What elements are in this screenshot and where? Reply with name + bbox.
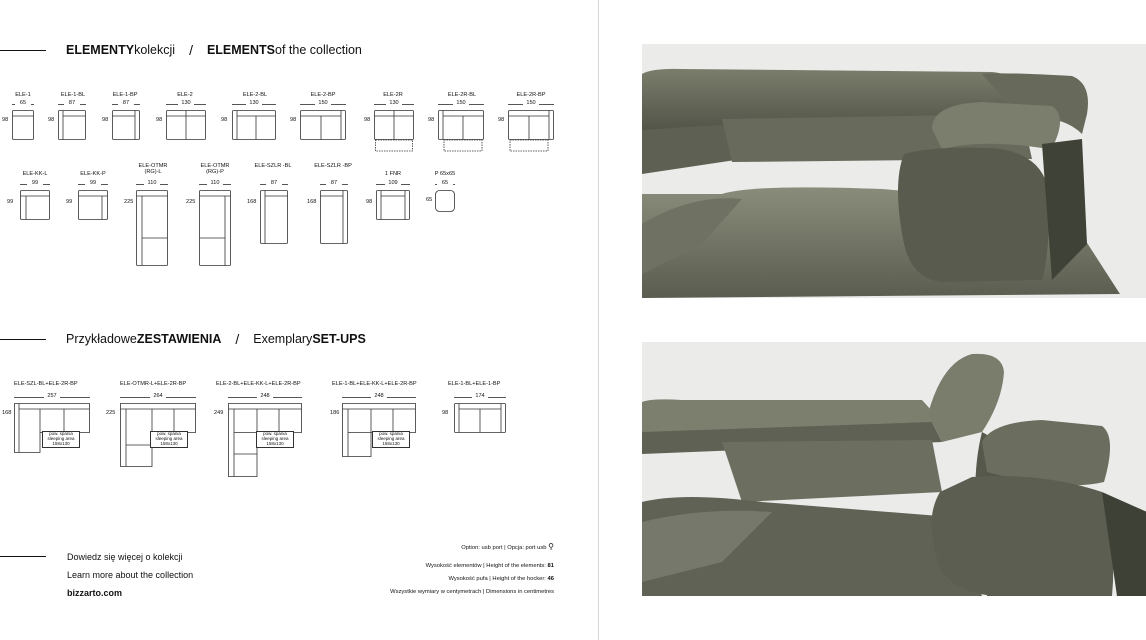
element-width: 99 <box>20 180 50 186</box>
element-height: 98 <box>2 117 9 123</box>
element-height: 98 <box>428 117 435 123</box>
element-diagram <box>136 190 168 266</box>
setup-label: ELE-1-BL+ELE-1-BP <box>448 381 501 387</box>
element-width: 110 <box>199 180 231 186</box>
page-divider <box>598 0 599 640</box>
element-height: 65 <box>426 197 433 203</box>
setup-height: 168 <box>2 410 12 416</box>
setup-diagram <box>454 403 506 433</box>
heading-en-bold: ELEMENTS <box>206 43 276 57</box>
sofa-image-headrest <box>642 342 1146 596</box>
element-width: 109 <box>376 180 410 186</box>
element-height: 98 <box>290 117 297 123</box>
element-diagram <box>374 110 414 152</box>
element-label: ELE-SZLR -BL <box>254 163 292 169</box>
element-label: P 65x65 <box>434 171 456 177</box>
sleeping-area-note: pow. spania sleeping area 158x130 <box>150 431 188 448</box>
height-note <box>426 563 554 569</box>
heading-pl-pre: Przykładowe <box>66 332 137 346</box>
setup-width: 248 <box>342 393 416 399</box>
element-height: 98 <box>221 117 228 123</box>
element-label: ELE-OTMR (RG)-L <box>138 163 168 176</box>
element-width: 130 <box>232 100 276 106</box>
element-width: 65 <box>12 100 34 106</box>
website-link[interactable]: bizzarto.com <box>67 588 123 598</box>
sleeping-area-note: pow. spania sleeping area 158x130 <box>372 431 410 448</box>
heading-pl-bold: ZESTAWIENIA <box>136 332 222 346</box>
element-label: ELE-2-BL <box>242 92 268 98</box>
setup-height: 225 <box>106 410 116 416</box>
element-width: 87 <box>260 180 288 186</box>
pouf-value: 46 <box>547 576 554 582</box>
element-diagram <box>260 190 288 244</box>
height-value: 81 <box>547 563 554 569</box>
element-diagram <box>232 110 276 140</box>
element-label: ELE-KK-P <box>80 171 106 177</box>
heading-en-bold: SET-UPS <box>312 332 366 346</box>
element-diagram <box>438 110 484 152</box>
element-label: ELE-2R <box>383 92 403 98</box>
pouf-label: Wysokość pufa | Height of the hocker: <box>448 576 546 582</box>
element-height: 98 <box>156 117 163 123</box>
info-more-pl: Dowiedz się więcej o kolekcji <box>67 552 183 562</box>
usb-icon: ⚲ <box>548 542 554 551</box>
element-width: 150 <box>300 100 346 106</box>
element-diagram <box>376 190 410 220</box>
element-diagram <box>435 190 455 212</box>
element-height: 98 <box>102 117 109 123</box>
setup-height: 186 <box>330 410 340 416</box>
pouf-height-note <box>448 576 554 582</box>
info-rule-wrap <box>0 556 66 557</box>
info-more-en: Learn more about the collection <box>67 570 194 580</box>
setup-width: 174 <box>454 393 506 399</box>
element-width: 150 <box>438 100 484 106</box>
setup-height: 98 <box>442 410 449 416</box>
element-label: ELE-2 <box>177 92 193 98</box>
heading-pl-bold: ELEMENTY <box>66 43 135 57</box>
element-height: 98 <box>498 117 505 123</box>
element-height: 98 <box>48 117 55 123</box>
element-width: 99 <box>78 180 108 186</box>
setup-width: 248 <box>228 393 302 399</box>
element-height: 168 <box>307 199 317 205</box>
element-height: 225 <box>186 199 196 205</box>
setup-height: 249 <box>214 410 224 416</box>
element-diagram <box>508 110 554 152</box>
setup-width: 257 <box>14 393 90 399</box>
element-diagram <box>12 110 34 140</box>
sleeping-area-note: pow. spania sleeping area 158x130 <box>256 431 294 448</box>
heading-pl-rest: kolekcji <box>134 43 176 57</box>
element-width: 87 <box>112 100 140 106</box>
element-diagram <box>320 190 348 244</box>
element-diagram <box>166 110 206 140</box>
element-width: 87 <box>320 180 348 186</box>
height-label: Wysokość elementów | Height of the elements: <box>425 563 546 569</box>
info-rule <box>0 556 46 557</box>
setup-label: ELE-OTMR-L+ELE-2R-BP <box>120 381 187 387</box>
element-diagram <box>58 110 86 140</box>
heading-separator: / <box>235 331 240 347</box>
element-diagram <box>300 110 346 140</box>
dimensions-note: Wszystkie wymiary w centymetrach | Dimensions in centimetres <box>390 589 554 595</box>
setups-heading <box>0 331 366 347</box>
element-label: ELE-OTMR (RG)-P <box>200 163 230 176</box>
sofa-photo-bottom <box>642 342 1146 596</box>
element-diagram <box>199 190 231 266</box>
element-label: ELE-SZLR -BP <box>314 163 352 169</box>
heading-rule <box>0 339 46 340</box>
element-height: 98 <box>364 117 371 123</box>
element-width: 130 <box>166 100 206 106</box>
heading-en-rest: of the collection <box>275 43 362 57</box>
element-diagram <box>112 110 140 140</box>
element-label: ELE-1-BL <box>60 92 86 98</box>
element-width: 87 <box>58 100 86 106</box>
element-width: 65 <box>435 180 455 186</box>
element-width: 150 <box>508 100 554 106</box>
setup-label: ELE-2-BL+ELE-KK-L+ELE-2R-BP <box>216 381 301 387</box>
setup-label: ELE-1-BL+ELE-KK-L+ELE-2R-BP <box>332 381 417 387</box>
heading-rule <box>0 50 46 51</box>
element-height: 225 <box>124 199 134 205</box>
element-label: ELE-1-BP <box>112 92 138 98</box>
element-width: 130 <box>374 100 414 106</box>
usb-option-text: Option: usb port | Opcja: port usb <box>461 545 547 551</box>
sofa-photo-top <box>642 44 1146 298</box>
heading-separator: / <box>189 42 193 58</box>
element-label: ELE-KK-L <box>22 171 48 177</box>
usb-option-note <box>461 542 554 551</box>
element-label: ELE-2-BP <box>310 92 336 98</box>
element-label: ELE-1 <box>15 92 31 98</box>
element-height: 99 <box>66 199 73 205</box>
element-height: 168 <box>247 199 257 205</box>
elements-heading <box>0 42 362 58</box>
element-diagram <box>78 190 108 220</box>
element-label: ELE-2R-BL <box>447 92 477 98</box>
element-label: 1 FNR <box>384 171 402 177</box>
element-diagram <box>20 190 50 220</box>
sofa-image <box>642 44 1146 298</box>
element-height: 99 <box>7 199 14 205</box>
setup-label: ELE-SZL-BL+ELE-2R-BP <box>14 381 78 387</box>
setup-diagram <box>342 403 416 457</box>
catalog-right-page <box>600 0 1146 640</box>
element-width: 110 <box>136 180 168 186</box>
sleeping-area-note: pow. spania sleeping area 158x130 <box>42 431 80 448</box>
element-label: ELE-2R-BP <box>516 92 546 98</box>
heading-en-pre: Exemplary <box>253 332 313 346</box>
setup-width: 264 <box>120 393 196 399</box>
element-height: 98 <box>366 199 373 205</box>
